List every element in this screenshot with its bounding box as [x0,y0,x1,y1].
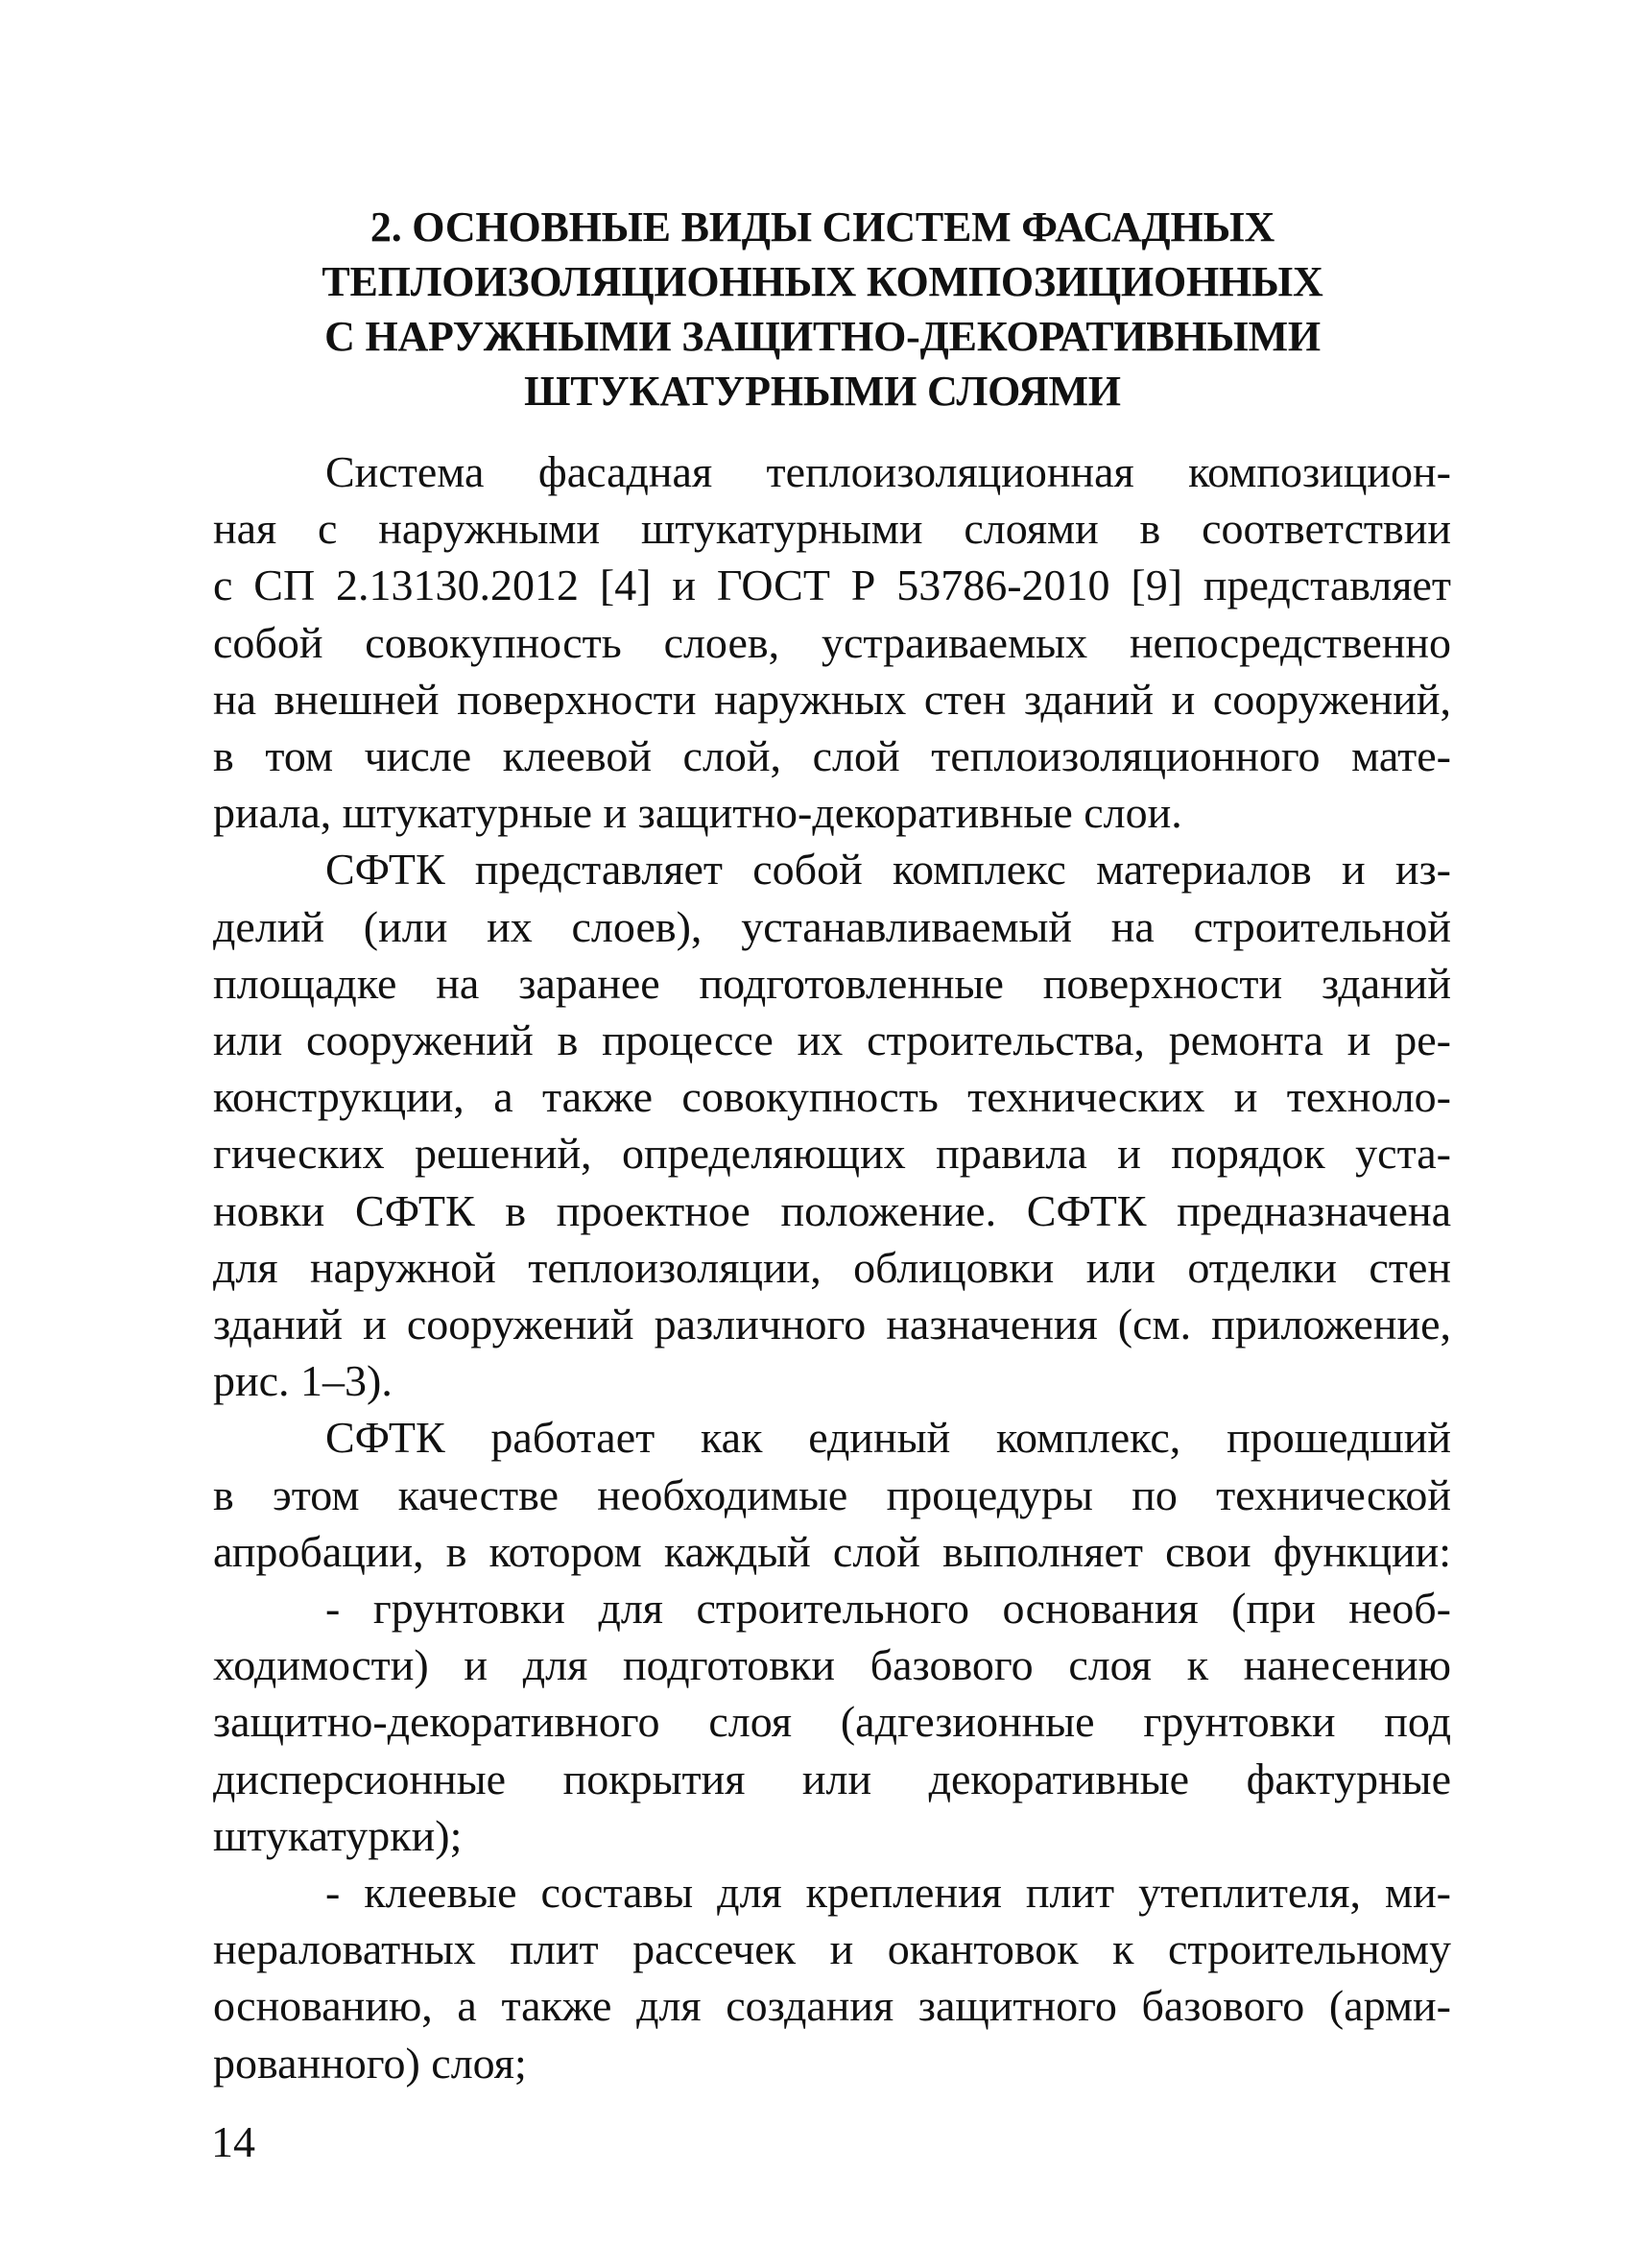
text-line: в том числе клеевой слой, слой теплоизоляционного мате- [213,731,1451,781]
text-line: рованного) слоя; [213,2038,527,2088]
text-line: для наружной теплоизоляции, облицовки или отделки стен [213,1242,1451,1292]
text-line: - клеевые составы для крепления плит утеплителя, ми- [325,1868,1451,1918]
text-line: апробации, в котором каждый слой выполняет свои функции: [213,1526,1451,1576]
text-line: основанию, а также для создания защитного базового (арми- [213,1981,1451,2031]
text-line: с СП 2.13130.2012 [4] и ГОСТ Р 53786-2010 [9] представляет [213,561,1451,610]
text-line: делий (или их слоев), устанавливаемый на строительной [213,901,1451,951]
text-line: или сооружений в процессе их строительства, ремонта и ре- [213,1015,1451,1065]
body-text [213,443,1451,2091]
text-line: защитно-декоративного слоя (адгезионные грунтовки под [213,1697,1451,1747]
text-line: Система фасадная теплоизоляционная композицион- [325,447,1451,496]
text-line: ходимости) и для подготовки базового слоя к нанесению [213,1640,1451,1690]
text-line: гических решений, определяющих правила и порядок уста- [213,1129,1451,1179]
text-line: ная с наружными штукатурными слоями в соответствии [213,504,1451,554]
section-heading [213,200,1432,418]
paragraph-system-definition [213,443,1451,841]
text-line: нераловатных плит рассечек и окантовок к строительному [213,1924,1451,1974]
text-line: СФТК работает как единый комплекс, прошедший [325,1413,1451,1463]
paragraph-sftk-complex [213,841,1451,1409]
text-line: штукатурки); [213,1810,463,1860]
list-item-primers [213,1580,1451,1864]
text-line: площадке на заранее подготовленные поверхности зданий [213,958,1451,1008]
text-line: дисперсионные покрытия или декоративные фактурные [213,1754,1451,1803]
text-line: конструкции, а также совокупность технических и техноло- [213,1072,1451,1122]
text-line: риала, штукатурные и защитно-декоративные слои. [213,788,1182,838]
text-line: - грунтовки для строительного основания (при необ- [325,1584,1451,1634]
heading-line: С НАРУЖНЫМИ ЗАЩИТНО-ДЕКОРАТИВНЫМИ [324,313,1321,360]
heading-line: 2. ОСНОВНЫЕ ВИДЫ СИСТЕМ ФАСАДНЫХ [369,203,1275,251]
text-line: СФТК представляет собой комплекс материалов и из- [325,845,1451,895]
heading-line: ТЕПЛОИЗОЛЯЦИОННЫХ КОМПОЗИЦИОННЫХ [322,258,1323,305]
text-line: в этом качестве необходимые процедуры по технической [213,1469,1451,1519]
page-number: 14 [211,2117,255,2166]
text-line: зданий и сооружений различного назначения (см. приложение, [213,1300,1451,1349]
text-line: рис. 1–3). [213,1356,393,1406]
heading-line: ШТУКАТУРНЫМИ СЛОЯМИ [524,368,1121,415]
text-line: на внешней поверхности наружных стен зданий и сооружений, [213,674,1451,724]
list-item-adhesives [213,1864,1451,2091]
text-line: новки СФТК в проектное положение. СФТК предназначена [213,1185,1451,1235]
paragraph-sftk-works [213,1409,1451,1580]
text-line: собой совокупность слоев, устраиваемых непосредственно [213,617,1451,667]
